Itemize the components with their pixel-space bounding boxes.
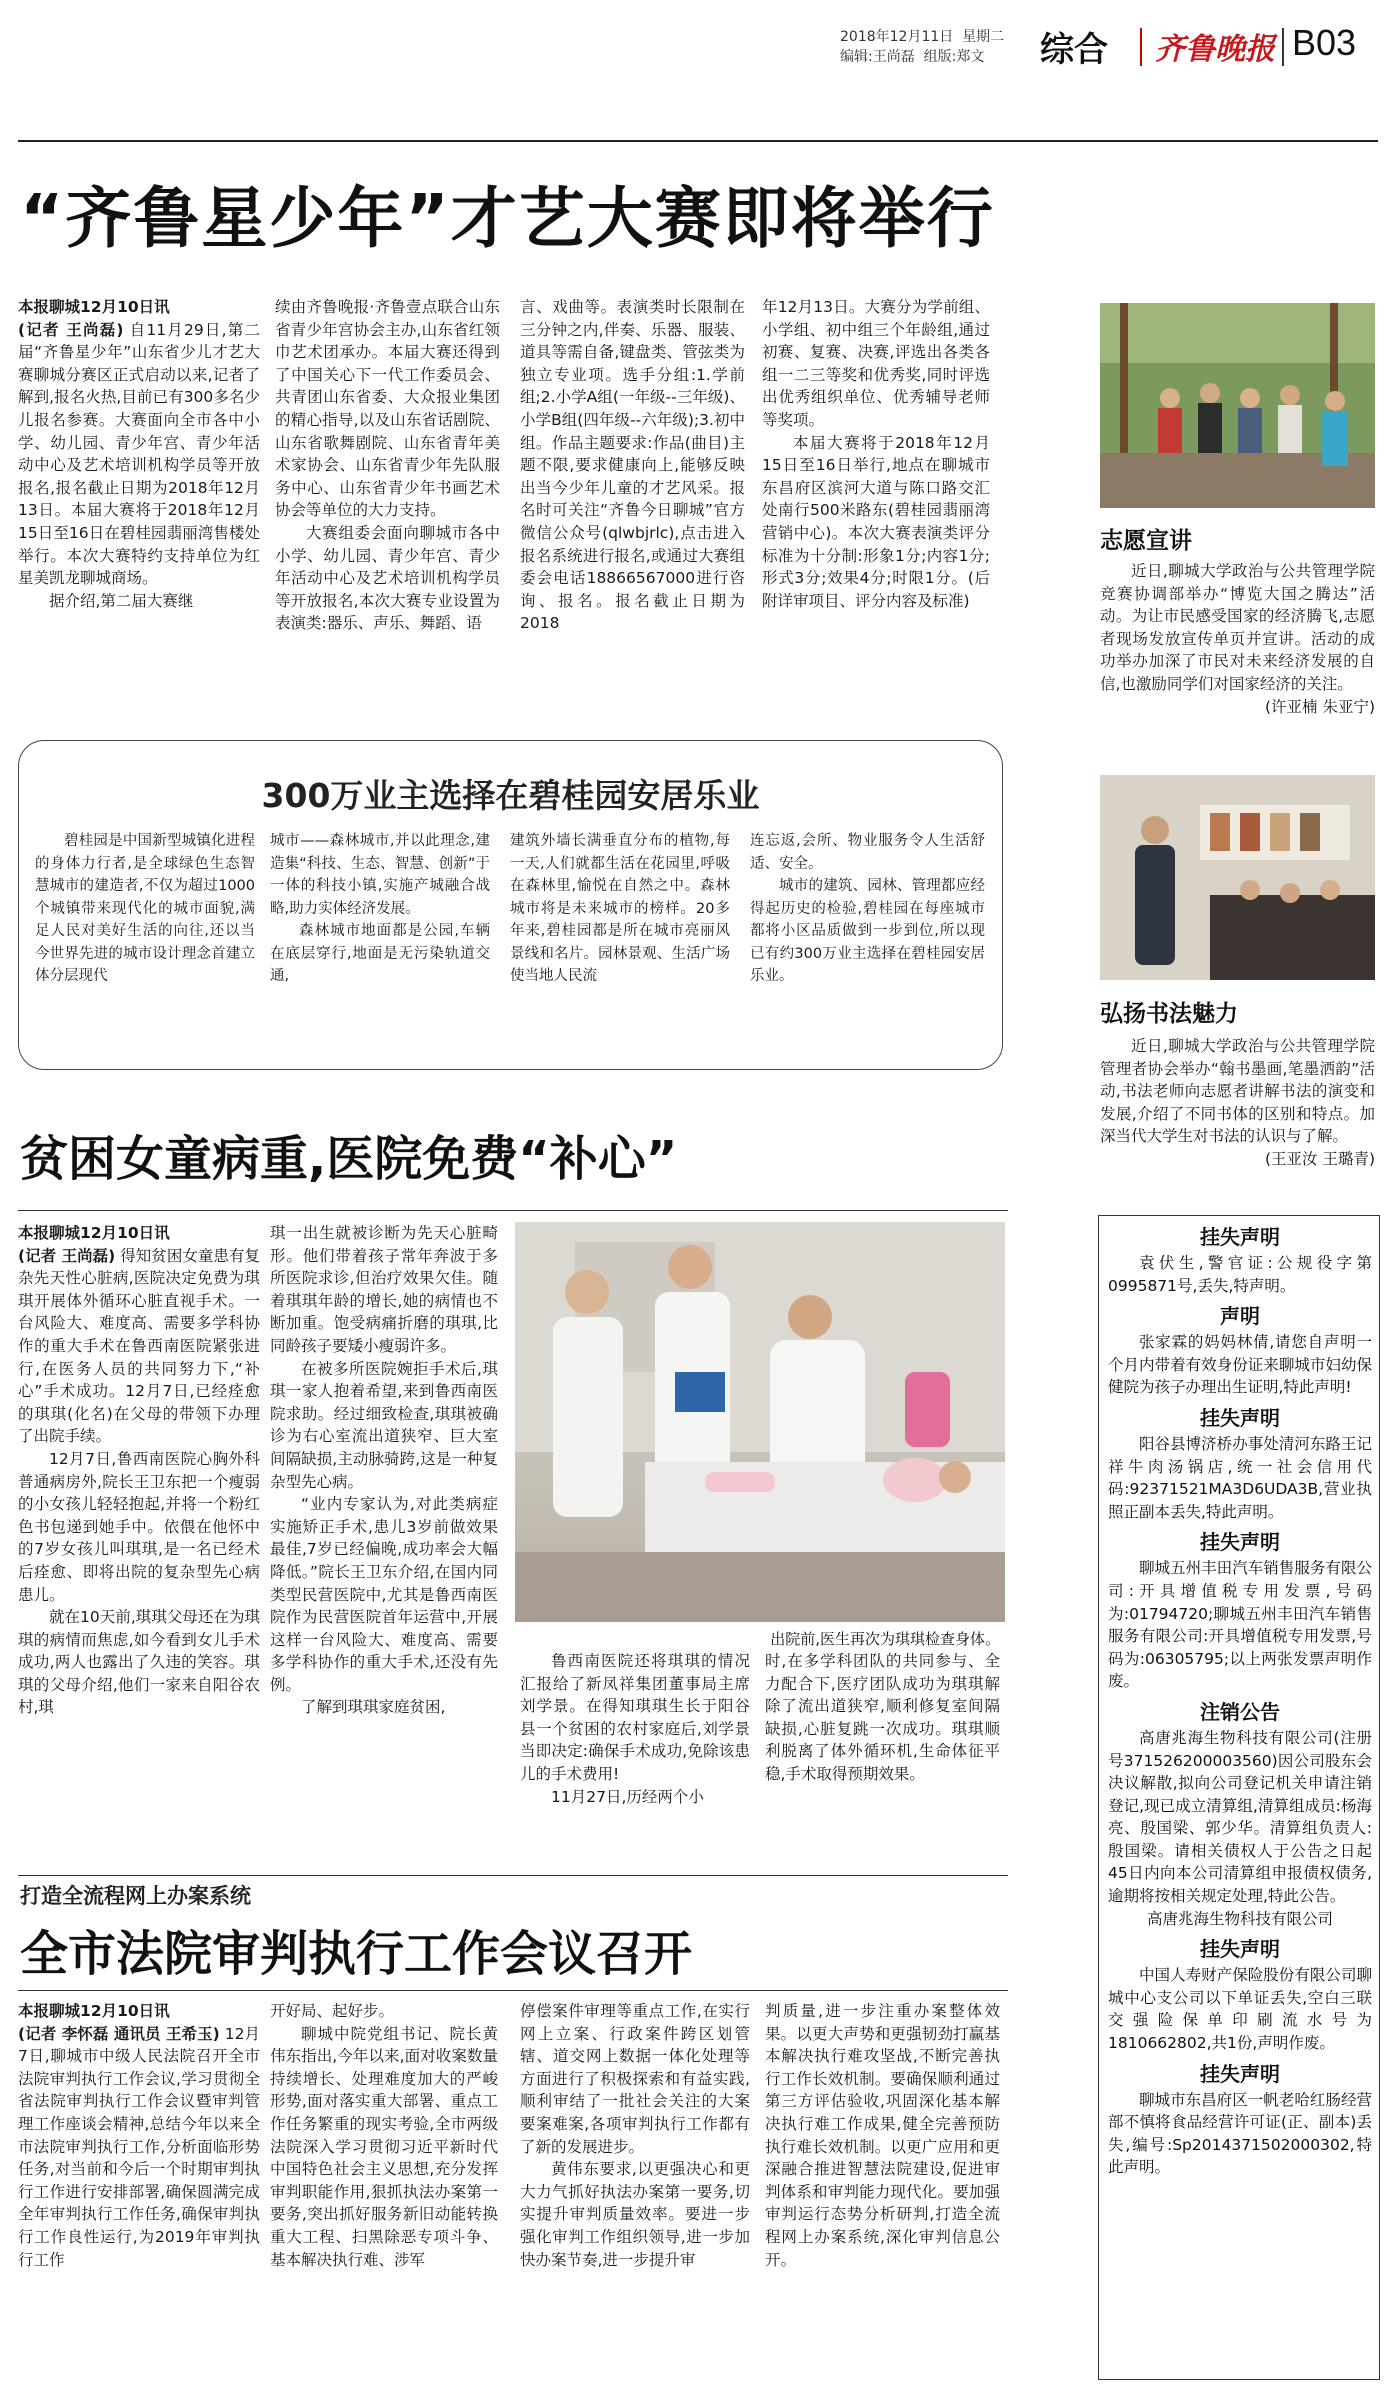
- article1-title: “齐鲁星少年”才艺大赛即将举行: [20, 180, 995, 257]
- notice-item: [1108, 1934, 1372, 2054]
- notice-item: [1108, 2059, 1372, 2179]
- article3-col1-text: 12月7日,聊城市中级人民法院召开全市法院审判执行工作会议,学习贯彻全省法院审判执行工作会议暨审判管理工作座谈会精神,总结今年以来全市法院审判执行工作,分析面临形势任务,对当前和今后一个时期审判执行工作进行安排部署,确保圆满完成全年审判执行工作任务,确保审判执行工作良性运行,为2019年审判执行工作: [18, 2024, 260, 2269]
- editor-text: 编辑:王尚磊: [840, 49, 915, 65]
- notice-item: [1108, 1301, 1372, 1399]
- article1-col1: [18, 296, 260, 736]
- article1-col3: [520, 296, 745, 736]
- notice-item: [1108, 1403, 1372, 1523]
- notice-item: [1108, 1222, 1372, 1297]
- article2-col2-p2: 在被多所医院婉拒手术后,琪琪一家人抱着希望,来到鲁西南医院求助。经过细致检查,琪琪被确诊为右心室流出道狭窄、巨大室间隔缺损,主动脉骑跨,这是一种复杂型先心病。: [270, 1359, 498, 1491]
- article1-col2-text: 续由齐鲁晚报·齐鲁壹点联合山东省青少年宫协会主办,山东省红领巾艺术团承办。本届大赛还得到了中国关心下一代工作委员会、共青团山东省委、大众报业集团的精心指导,以及山东省话剧院、山东省歌舞剧院、山东省青年美术家协会、山东省青少年先队服务中心、山东省青少年书画艺术协会等单位的大力支持。: [275, 298, 500, 520]
- article1-col2-p2: 大赛组委会面向聊城市各中小学、幼儿园、青少年宫、青少年活动中心及艺术培训机构学员等开放报名,本次大赛专业设置为表演类:器乐、声乐、舞蹈、语: [275, 523, 500, 633]
- article1-col4-text: 年12月13日。大赛分为学前组、小学组、初中组三个年龄组,通过初赛、复赛、决赛,评选出各类各组一二三等奖和优秀奖,同时评选出优秀组织单位、优秀辅导老师等奖项。: [762, 298, 990, 429]
- article3-col2: [270, 2000, 498, 2390]
- article1-col2: [275, 296, 500, 736]
- ad-col1: [35, 830, 255, 1055]
- volunteers-illustration: [1100, 303, 1375, 508]
- article2-photo-caption: 出院前,医生再次为琪琪检查身体。: [770, 1630, 1000, 1648]
- article3-col3-p2: 黄伟东要求,以更强决心和更大力气抓好执法办案第一要务,切实提升审判质量效率。要进一步强化审判工作组织领导,进一步加快办案节奏,进一步提升审: [520, 2160, 750, 2269]
- article1-col1-p2: 据介绍,第二届大赛继: [49, 591, 194, 610]
- doctors-illustration: [515, 1222, 1005, 1622]
- sidebar-item2-title: 弘扬书法魅力: [1100, 1001, 1238, 1027]
- article1-col1-text: 自11月29日,第二届“齐鲁星少年”山东省少儿才艺大赛聊城分赛区正式启动以来,记者了解到,报名火热,目前已有300多名少儿报名参赛。大赛面向全市各中小学、幼儿园、青少年宫、青少年活动中心及艺术培训机构学员等开放报名,报名截止日期为2018年12月13日。本届大赛将于2018年12月15日至16日在碧桂园翡丽湾售楼处举行。本次大赛特约支持单位为红星美凯龙聊城商场。: [18, 320, 260, 588]
- date-text: 2018年12月11日: [840, 29, 954, 45]
- article2-col3-p2: 11月27日,历经两个小: [551, 1787, 704, 1806]
- article2-rule: [18, 1210, 1008, 1211]
- ad-col3: [510, 830, 730, 1055]
- ad-col1-text: 碧桂园是中国新型城镇化进程的身体力行者,是全球绿色生态智慧城市的建造者,不仅为超过1000个城镇带来现代化的城市面貌,满足人民对美好生活的向往,还以当今世界先进的城市设计理念首建立体分层现代: [35, 833, 255, 984]
- article2-col3: [520, 1650, 750, 1870]
- ad-col3-text: 建筑外墙长满垂直分布的植物,每一天,人们就都生活在花园里,呼吸在森林里,愉悦在自然之中。森林城市将是未来城市的榜样。20多年来,碧桂园都是所在城市亮丽风景线和名片。园林景观、生活广场使当地人民流: [510, 833, 730, 984]
- ad-col4: [750, 830, 985, 1055]
- ad-col4-text: 连忘返,会所、物业服务令人生活舒适、安全。: [750, 833, 985, 872]
- article3-col2-text: 开好局、起好步。: [270, 2002, 395, 2020]
- sidebar-item1-text: 近日,聊城大学政治与公共管理学院竞赛协调部举办“博览大国之腾达”活动。为让市民感受国家的经济腾飞,志愿者现场发放宣传单页并宣讲。活动的成功举办加深了市民对未来经济发展的自信,也激励同学们对国家经济的关注。: [1100, 562, 1375, 693]
- sidebar-item1-title: 志愿宣讲: [1100, 528, 1192, 554]
- article1-col3-text: 言、戏曲等。表演类时长限制在三分钟之内,伴奏、乐器、服装、道具等需自备,键盘类、管弦类为独立专业项。选手分组:1.学前组;2.小学A组(一年级--三年级)、小学B组(四年级--六年级);3.初中组。作品主题要求:作品(曲目)主题不限,要求健康向上,能够反映出当今少年儿童的才艺风采。报名时可关注“齐鲁今日聊城”官方微信公众号(qlwbjrlc),点击进入报名系统进行报名,或通过大赛组委会电话18866567000进行咨询、报名。报名截止日期为2018: [520, 298, 745, 633]
- ad-col4-p2: 城市的建筑、园林、管理都应经得起历史的检验,碧桂园在每座城市都将小区品质做到一步到位,所以现已有约300万业主选择在碧桂园安居乐业。: [750, 878, 985, 984]
- notices-list: [1108, 1222, 1372, 2372]
- notice-body: 张家霖的妈妈林倩,请您自声明一个月内带着有效身份证来聊城市妇幼保健院为孩子办理出生证明,特此声明!: [1108, 1333, 1372, 1397]
- article2-col1-p3: 就在10天前,琪琪父母还在为琪琪的病情而焦虑,如今看到女儿手术成功,两人也露出了久违的笑容。琪琪的父母介绍,他们一家来自阳谷农村,琪: [18, 1608, 260, 1717]
- masthead-editors: [840, 46, 984, 66]
- ad-col2-text: 城市——森林城市,并以此理念,建造集“科技、生态、智慧、创新”于一体的科技小镇,实施产城融合战略,助力实体经济发展。: [270, 833, 490, 917]
- masthead-date: [840, 26, 1004, 46]
- article3-kicker: 打造全流程网上办案系统: [20, 1884, 251, 1908]
- sidebar-photo-calligraphy: [1100, 775, 1375, 980]
- notice-body: 聊城五州丰田汽车销售服务有限公司:开具增值税专用发票,号码为:01794720;聊城五州丰田汽车销售服务有限公司:开具增值税专用发票,号码为:06305795;以上两张发票声明作废。: [1108, 1559, 1372, 1691]
- notice-item: [1108, 1527, 1372, 1693]
- sidebar-item2-body: [1100, 1035, 1375, 1210]
- page-number: B03: [1292, 22, 1357, 63]
- article2-col4-text: 时,在多学科团队的共同参与、全力配合下,医疗团队成功为琪琪解除了流出道狭窄,顺利修复室间隔缺损,心脏复跳一次成功。琪琪顺利脱离了体外循环机,生命体征平稳,手术取得预期效果。: [765, 1652, 1000, 1783]
- article2-col1: [18, 1222, 260, 1867]
- article2-reporter: (记者 王尚磊): [18, 1246, 116, 1265]
- notice-title: 挂失声明: [1200, 1530, 1280, 1555]
- notice-signature: 高唐兆海生物科技有限公司: [1146, 1909, 1333, 1928]
- article2-col3-text: 鲁西南医院还将琪琪的情况汇报给了新凤祥集团董事局主席刘学景。在得知琪琪生长于阳谷县一个贫困的农村家庭后,刘学景当即决定:确保手术成功,免除该患儿的手术费用!: [520, 1652, 750, 1783]
- article3-title: 全市法院审判执行工作会议召开: [20, 1926, 693, 1982]
- masthead-divider-1: [1140, 28, 1142, 66]
- notice-body: 高唐兆海生物科技有限公司(注册号371526200003560)因公司股东会决议解散,拟向公司登记机关申请注销登记,现已成立清算组,清算组成员:杨海亮、殷国梁、郭少华。清算组负责人:殷国梁。请相关债权人于公告之日起45日内向本公司清算组申报债权债务,逾期将按相关规定处理,特此公告。: [1108, 1728, 1372, 1906]
- notice-title: 挂失声明: [1200, 1225, 1280, 1249]
- ad-title: 300万业主选择在碧桂园安居乐业: [261, 776, 760, 815]
- calligraphy-illustration: [1100, 775, 1375, 980]
- article2-col1-p2: 12月7日,鲁西南医院心胸外科普通病房外,院长王卫东把一个瘦弱的小女孩儿轻轻抱起,并将一个粉红色书包递到她手中。依偎在他怀中的7岁女孩儿叫琪琪,是一名已经术后痊愈、即将出院的复杂型先心病患儿。: [18, 1449, 260, 1604]
- article2-col2-text: 琪一出生就被诊断为先天心脏畸形。他们带着孩子常年奔波于多所医院求诊,但治疗效果欠佳。随着琪琪年龄的增长,她的病情也不断加重。饱受病痛折磨的琪琪,比同龄孩子要矮小瘦弱许多。: [270, 1224, 498, 1355]
- notice-body: 袁伏生,警官证:公规役字第0995871号,丢失,特声明。: [1108, 1254, 1372, 1295]
- notice-item: [1108, 1697, 1372, 1930]
- masthead-divider-2: [1282, 28, 1284, 66]
- sidebar-photo-volunteers: [1100, 303, 1375, 508]
- notice-body: 阳谷县博济桥办事处清河东路王记祥牛肉汤锅店,统一社会信用代码:92371521MA3D6UDA3B,营业执照正副本丢失,特此声明。: [1108, 1434, 1372, 1521]
- article3-top-rule: [18, 1875, 1008, 1876]
- article1-col4: [762, 296, 990, 736]
- article2-col2-p4: 了解到琪琪家庭贫困,: [301, 1698, 446, 1717]
- notice-title: 挂失声明: [1200, 1405, 1280, 1430]
- article3-col3: [520, 2000, 750, 2390]
- notice-title: 注销公告: [1200, 1699, 1280, 1724]
- sidebar-item1-credit: (许亚楠 朱亚宁): [1264, 697, 1375, 716]
- ad-col2: [270, 830, 490, 1055]
- article2-col2-p3: “业内专家认为,对此类病症实施矫正手术,患儿3岁前做效果最佳,7岁已经偏晚,成功率会大幅降低。”院长王卫东介绍,在国内同类型民营医院中,尤其是鲁西南医院作为民营医院首年运营中,开展这样一台风险大、难度高、需要多学科协作的重大手术,还没有先例。: [270, 1495, 498, 1694]
- masthead-rule: [18, 140, 1378, 142]
- article3-lead: 本报聊城12月10日讯: [18, 2002, 170, 2020]
- article3-col3-text: 停偿案件审理等重点工作,在实行网上立案、行政案件跨区划管辖、道交网上数据一体化处理等方面进行了积极探索和有益实践,顺利审结了一批社会关注的大案要案难案,各项审判执行工作都有了新的发展进步。: [520, 2002, 750, 2156]
- notice-body: 聊城市东昌府区一帆老哈红肠经营部不慎将食品经营许可证(正、副本)丢失,编号:Sp2014371502000302,特此声明。: [1108, 2090, 1372, 2177]
- article2-col4: [765, 1650, 1000, 1870]
- article2-photo: [515, 1222, 1005, 1622]
- weekday-text: 星期二: [962, 29, 1005, 45]
- article3-col2-p2: 聊城中院党组书记、院长黄伟东指出,今年以来,面对收案数量持续增长、处理难度加大的严峻形势,面对落实重大部署、重点工作任务繁重的现实考验,全市两级法院深入学习贯彻习近平新时代中国特色社会主义思想,充分发挥审判职能作用,狠抓执法办案第一要务,突出抓好服务新旧动能转换重大工程、扫黑除恶专项斗争、基本解决执行难、涉军: [270, 2024, 498, 2269]
- article2-lead: 本报聊城12月10日讯: [18, 1224, 170, 1242]
- layout-editor-text: 组版:郑文: [923, 49, 985, 65]
- sidebar-item2-text: 近日,聊城大学政治与公共管理学院管理者协会举办“翰书墨画,笔墨洒韵”活动,书法老师向志愿者讲解书法的演变和发展,介绍了不同书体的区别和特点。加深当代大学生对书法的认识与了解。: [1100, 1037, 1375, 1146]
- paper-logo: 齐鲁晚报: [1155, 32, 1275, 67]
- ad-col2-p2: 森林城市地面都是公园,车辆在底层穿行,地面是无污染轨道交通,: [270, 923, 490, 984]
- notice-body: 中国人寿财产保险股份有限公司聊城中心支公司以下单证丢失,空白三联交强险保单印刷流水号为1810662802,共1份,声明作废。: [1108, 1966, 1372, 2053]
- article1-col4-p2: 本届大赛将于2018年12月15日至16日举行,地点在聊城市东昌府区滨河大道与陈口路交汇处南行500米路东(碧桂园翡丽湾营销中心)。本次大赛表演类评分标准为十分制:形象1分;内容1分;形式3分;效果4分;时限1分。(后附详审项目、评分内容及标准): [762, 433, 990, 610]
- notice-title: 声明: [1220, 1304, 1260, 1329]
- article2-title: 贫困女童病重,医院免费“补心”: [20, 1131, 678, 1187]
- sidebar-item2-credit: (王亚汝 王璐青): [1264, 1149, 1375, 1168]
- article3-col1: [18, 2000, 260, 2390]
- article3-reporter: (记者 李怀磊 通讯员 王希玉): [18, 2024, 220, 2043]
- article1-reporter: (记者 王尚磊): [18, 320, 124, 339]
- article2-col1-text: 得知贫困女童患有复杂先天性心脏病,医院决定免费为琪琪开展体外循环心脏直视手术。一台风险大、难度高、需要多学科协作的重大手术在鲁西南医院紧张进行,在医务人员的共同努力下,“补心”手术成功。12月7日,已经痊愈的琪琪(化名)在父母的带领下办理了出院手续。: [18, 1246, 260, 1446]
- article3-col4: [765, 2000, 1000, 2390]
- sidebar-item1-body: [1100, 560, 1375, 765]
- notice-title: 挂失声明: [1200, 2061, 1280, 2086]
- section-name: 综合: [1040, 30, 1108, 70]
- article3-col4-text: 判质量,进一步注重办案整体效果。以更大声势和更强韧劲打赢基本解决执行难攻坚战,不断完善执行工作长效机制。要确保顺利通过第三方评估验收,巩固深化基本解决执行难工作成果,健全完善预防执行难长效机制。以更广应用和更深融合推进智慧法院建设,促进审判体系和审判能力现代化。要加强审判运行态势分析研判,打造全流程网上办案系统,深化审判信息公开。: [765, 2002, 1000, 2269]
- notice-title: 挂失声明: [1200, 1937, 1280, 1962]
- article2-col2: [270, 1222, 498, 1867]
- masthead: [0, 0, 1395, 80]
- article3-rule: [18, 1990, 1008, 1991]
- article1-lead: 本报聊城12月10日讯: [18, 298, 170, 316]
